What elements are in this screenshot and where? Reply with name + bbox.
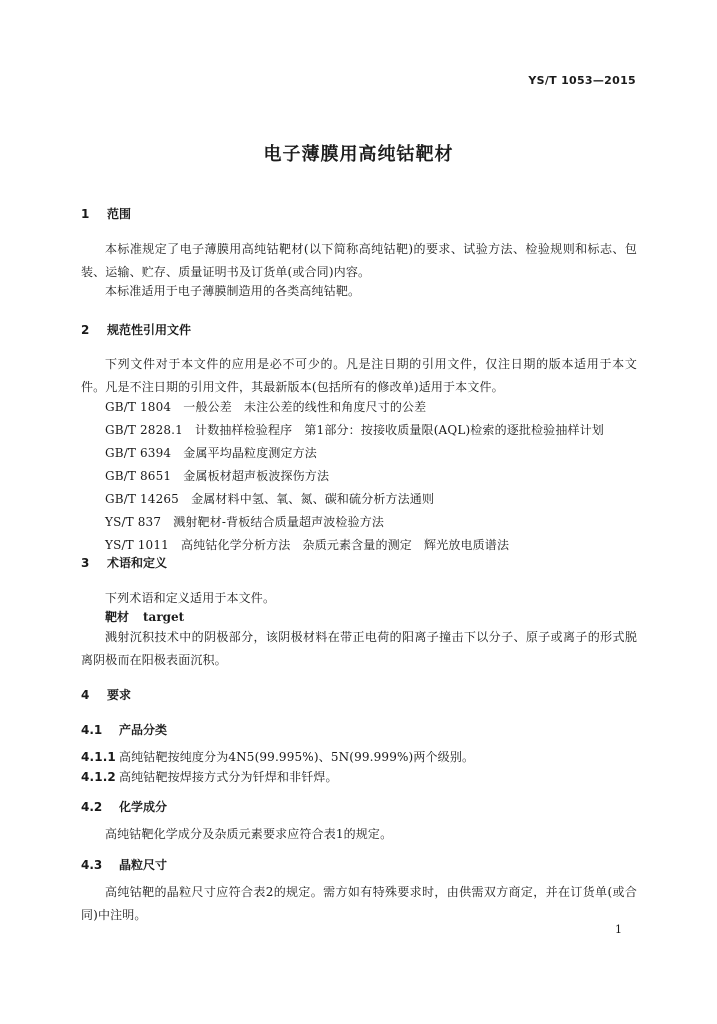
subsection-4-2-text: 高纯钴靶化学成分及杂质元素要求应符合表1的规定。 <box>105 827 393 841</box>
subsection-title: 产品分类 <box>119 723 168 737</box>
reference-item: GB/T 1804 一般公差 未注公差的线性和角度尺寸的公差 <box>105 400 427 414</box>
subsection-number: 4.2 <box>81 800 103 814</box>
reference-item: GB/T 8651 金属板材超声板波探伤方法 <box>105 469 330 483</box>
section-2-intro: 下列文件对于本文件的应用是必不可少的。凡是注日期的引用文件，仅注日期的版本适用于本文件。凡是不注日期的引用文件，其最新版本(包括所有的修改单)适用于本文件。 <box>81 357 637 394</box>
reference-item: GB/T 6394 金属平均晶粒度测定方法 <box>105 446 317 460</box>
section-3-heading <box>81 554 167 571</box>
section-number: 3 <box>81 556 90 570</box>
clause-text: 高纯钴靶按焊接方式分为钎焊和非钎焊。 <box>119 770 338 784</box>
reference-item: YS/T 1011 高纯钴化学分析方法 杂质元素含量的测定 辉光放电质谱法 <box>105 538 510 552</box>
subsection-4-1-heading <box>81 721 167 738</box>
subsection-4-3-text: 高纯钴靶的晶粒尺寸应符合表2的规定。需方如有特殊要求时，由供需双方商定，并在订货单(或合同)中注明。 <box>81 885 637 922</box>
term-chinese: 靶材 <box>105 610 130 624</box>
reference-item: GB/T 2828.1 计数抽样检验程序 第1部分：按接收质量限(AQL)检索的逐批检验抽样计划 <box>105 423 604 437</box>
section-3-intro: 下列术语和定义适用于本文件。 <box>105 591 276 605</box>
reference-item: YS/T 837 溅射靶材-背板结合质量超声波检验方法 <box>105 515 385 529</box>
section-title: 要求 <box>107 688 132 702</box>
section-1-heading <box>81 205 131 222</box>
subsection-number: 4.3 <box>81 858 103 872</box>
normative-references-list <box>105 396 637 557</box>
term-english: target <box>143 610 185 624</box>
clause-number: 4.1.1 <box>81 750 116 764</box>
section-title: 范围 <box>107 207 132 221</box>
clause-number: 4.1.2 <box>81 770 116 784</box>
section-number: 1 <box>81 207 90 221</box>
document-title: 电子薄膜用高纯钴靶材 <box>263 144 454 165</box>
section-1-paragraph-2: 本标准适用于电子薄膜制造用的各类高纯钴靶。 <box>105 284 361 298</box>
subsection-number: 4.1 <box>81 723 103 737</box>
term-definition: 溅射沉积技术中的阴极部分，该阴极材料在带正电荷的阳离子撞击下以分子、原子或离子的形式脱离阴极而在阳极表面沉积。 <box>81 630 637 667</box>
subsection-4-2-heading <box>81 798 167 815</box>
subsection-title: 化学成分 <box>119 800 168 814</box>
page-number: 1 <box>615 923 622 936</box>
section-4-heading <box>81 686 131 703</box>
subsection-title: 晶粒尺寸 <box>119 858 168 872</box>
reference-item: GB/T 14265 金属材料中氢、氧、氮、碳和硫分析方法通则 <box>105 492 435 506</box>
clause-4-1-2 <box>81 766 338 789</box>
section-number: 2 <box>81 323 90 337</box>
section-title: 术语和定义 <box>107 556 168 570</box>
subsection-4-3-heading <box>81 856 167 873</box>
clause-text: 高纯钴靶按纯度分为4N5(99.995%)、5N(99.999%)两个级别。 <box>119 750 475 764</box>
section-title: 规范性引用文件 <box>107 323 192 337</box>
document-code: YS/T 1053—2015 <box>528 74 636 87</box>
section-1-paragraph-1: 本标准规定了电子薄膜用高纯钴靶材(以下简称高纯钴靶)的要求、试验方法、检验规则和标志、包装、运输、贮存、质量证明书及订货单(或合同)内容。 <box>81 242 637 279</box>
section-number: 4 <box>81 688 90 702</box>
term-entry <box>105 608 184 625</box>
section-2-heading <box>81 321 191 338</box>
